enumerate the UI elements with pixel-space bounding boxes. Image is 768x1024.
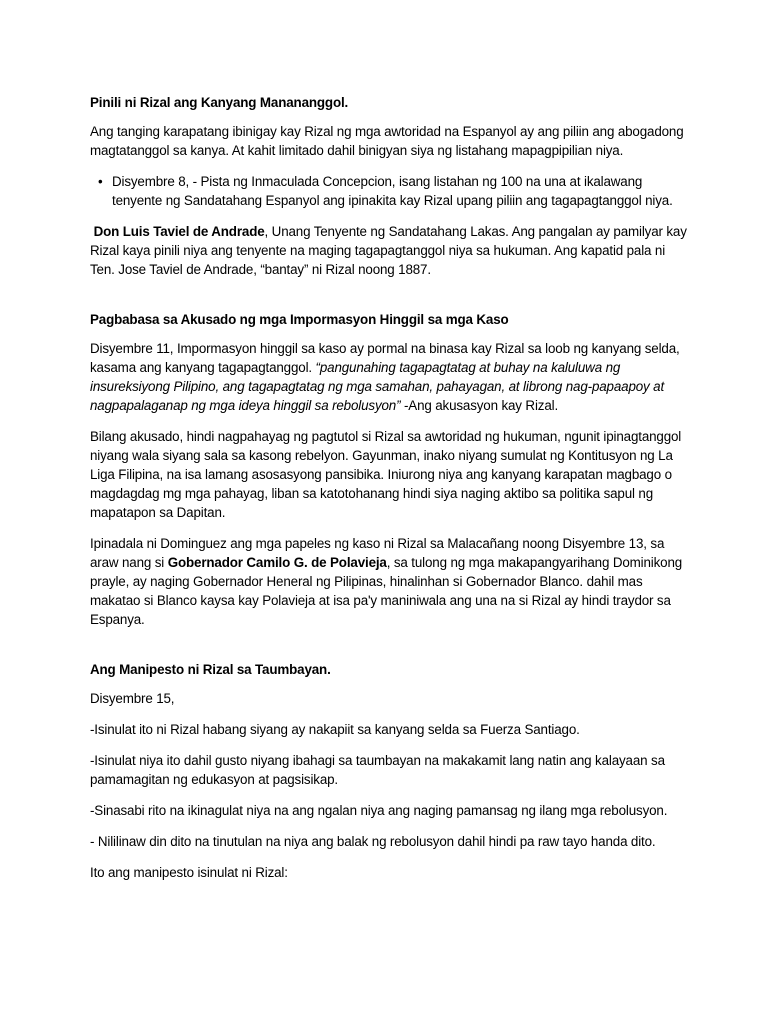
- defender-description: , Unang Tenyente ng Sandatahang Lakas. Ang pangalan ay pamilyar kay Rizal kaya pinili niya ang tenyente na maging tagapagtanggol niya sa hukuman. Ang kapatid pala ni Ten. Jose Taviel de Andrade, “bantay” ni Rizal noong 1887.: [90, 224, 687, 277]
- polavieja-name: Gobernador Camilo G. de Polavieja: [167, 555, 387, 570]
- accusation-source: -Ang akusasyon kay Rizal.: [400, 398, 559, 413]
- paragraph-defender: [90, 222, 690, 279]
- section-heading-manifesto: Ang Manipesto ni Rizal sa Taumbayan.: [90, 662, 331, 677]
- section-heading-lawyer: Pinili ni Rizal ang Kanyang Manananggol.: [90, 95, 349, 110]
- bullet-text: Disyembre 8, - Pista ng Inmaculada Concepcion, isang listahan ng 100 na una at ikalawang tenyente ng Sandatahang Espanyol ang ipinakita kay Rizal upang piliin ang tagapagtanggol niya.: [112, 174, 673, 208]
- defender-name: Don Luis Taviel de Andrade: [93, 224, 265, 239]
- polavieja-rest: , sa tulong ng mga makapangyarihang Dominikong prayle, ay naging Gobernador Heneral ng Pilipinas, hinalinhan si Gobernador Blanco. dahil mas makatao si Blanco kaysa kay Polavieja at isa pa'y maniniwala ang una na si Rizal ay hindi traydor sa Espanya.: [90, 555, 683, 627]
- paragraph-polavieja: [90, 534, 690, 629]
- paragraph-accusation: [90, 339, 690, 415]
- manifesto-line-2: -Isinulat niya ito dahil gusto niyang ibahagi sa taumbayan na makakamit lang natin ang kalayaan sa pamamagitan ng edukasyon at pagsisikap.: [90, 753, 665, 787]
- paragraph-rights: Ang tanging karapatang ibinigay kay Rizal ng mga awtoridad na Espanyol ay ang piliin ang abogadong magtatanggol sa kanya. At kahit limitado dahil binigyan siya ng listahang mapagpipilian niya.: [90, 124, 684, 158]
- manifesto-intro: Ito ang manipesto isinulat ni Rizal:: [90, 865, 288, 880]
- bullet-icon: •: [98, 174, 103, 189]
- manifesto-line-3: -Sinasabi rito na ikinagulat niya na ang ngalan niya ang naging pamansag ng ilang mga rebolusyon.: [90, 803, 668, 818]
- document-page: [90, 93, 690, 882]
- manifesto-date: Disyembre 15,: [90, 691, 175, 706]
- polavieja-intro: Ipinadala ni Dominguez ang mga papeles ng kaso ni Rizal sa Malacañang noong Disyembre 13, sa araw nang si: [90, 536, 665, 570]
- manifesto-line-1: -Isinulat ito ni Rizal habang siyang ay nakapiit sa kanyang selda sa Fuerza Santiago.: [90, 722, 580, 737]
- accusation-intro: Disyembre 11, Impormasyon hinggil sa kaso ay pormal na binasa kay Rizal sa loob ng kanyang selda, kasama ang kanyang tagapagtanggol.: [90, 341, 680, 375]
- paragraph-defense: Bilang akusado, hindi nagpahayag ng pagtutol si Rizal sa awtoridad ng hukuman, ngunit ipinagtanggol niyang wala siyang sala sa kasong rebelyon. Gayunman, inako niyang sumulat ng Kontitusyon ng La Liga Filipina, na isa lamang asosasyong pansibika. Iniurong niya ang kanyang karapatan magbago o magdagdag mg mga pahayag, liban sa katotohanang hindi siya naging aktibo sa politika sapul ng mapatapon sa Dapitan.: [90, 429, 682, 520]
- section-heading-charges: Pagbabasa sa Akusado ng mga Impormasyon Hinggil sa mga Kaso: [90, 312, 509, 327]
- accusation-quote: “pangunahing tagapagtatag at buhay na kaluluwa ng insureksiyong Pilipino, ang tagapagtatag ng mga samahan, pahayagan, at librong nag-papaapoy at nagpapalaganap ng mga ideya hinggil sa rebolusyon”: [90, 360, 665, 413]
- manifesto-line-4: - Nililinaw din dito na tinutulan na niya ang balak ng rebolusyon dahil hindi pa raw tayo handa dito.: [90, 834, 656, 849]
- bullet-item-december-8: [90, 172, 690, 210]
